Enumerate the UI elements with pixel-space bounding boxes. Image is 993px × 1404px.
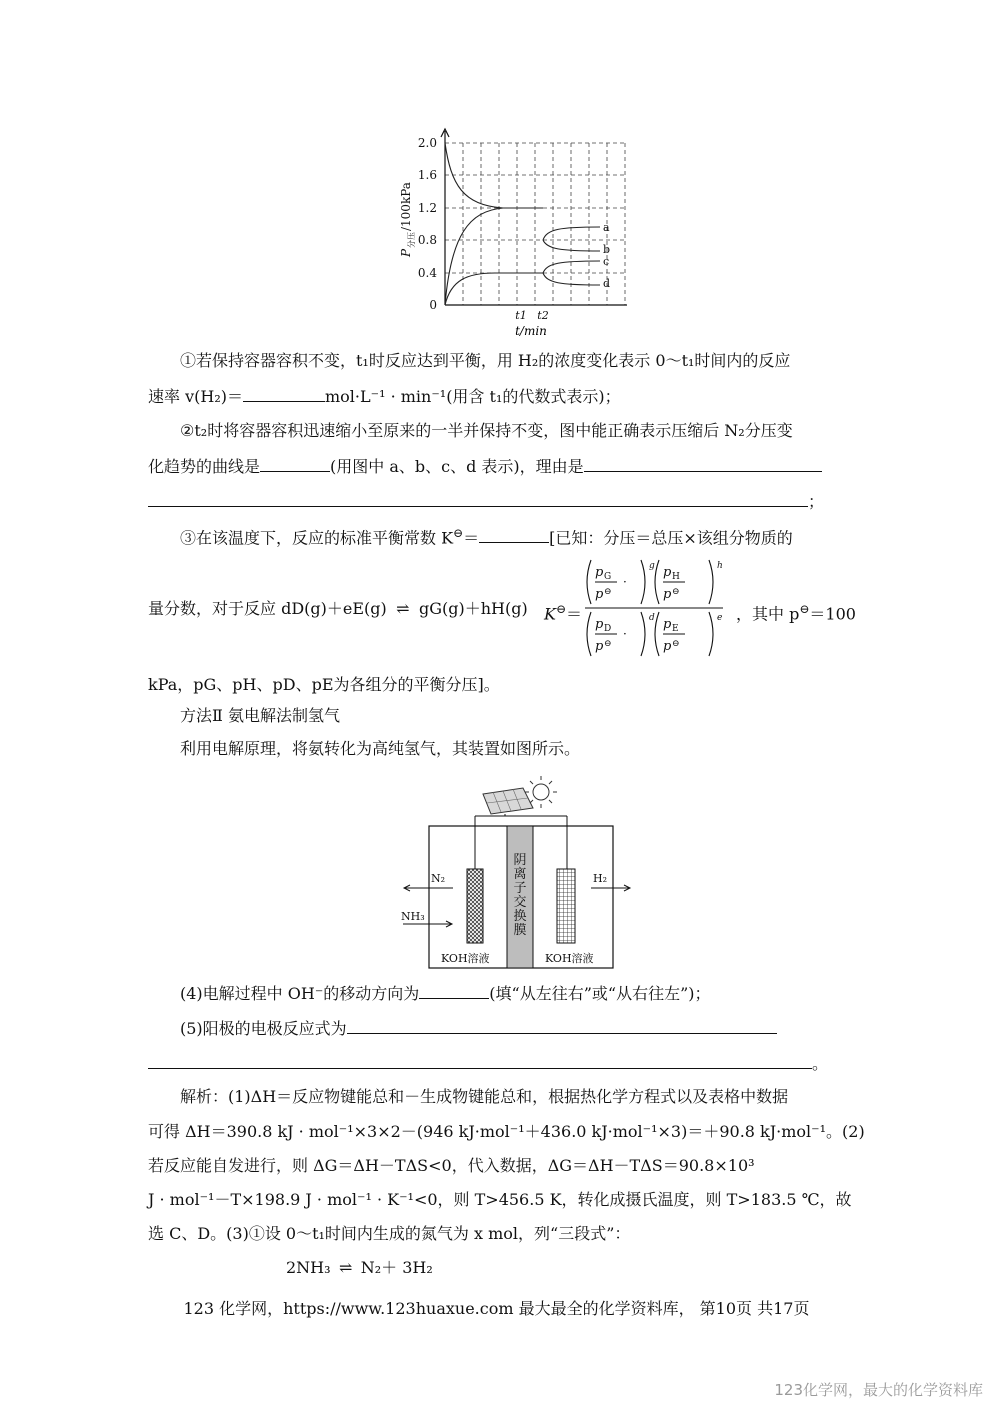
right-electrode <box>557 869 575 943</box>
q1-line2-a: 速率 v(H₂)＝ <box>148 387 243 406</box>
q3-line2-a: 量分数，对于反应 dD(g)＋eE(g) <box>148 599 387 618</box>
q3-line1: ③在该温度下，反应的标准平衡常数 K⊖＝ [已知：分压＝总压×该组分物质的 <box>180 526 793 548</box>
n2-curve <box>445 273 543 305</box>
y-axis-label-sub: 分压 <box>407 232 416 248</box>
svg-text:·: · <box>623 627 627 641</box>
electrolysis-cell-diagram <box>395 772 635 972</box>
curve-c <box>543 261 600 273</box>
curve-label: a <box>603 221 610 234</box>
y-tick: 2.0 <box>417 136 437 150</box>
q5-a: (5)阳极的电极反应式为 <box>180 1019 347 1038</box>
watermark-text: 123化学网，最大的化学资料库 <box>774 1381 983 1399</box>
analysis-line3: 若反应能自发进行，则 ΔG＝ΔH－TΔS<0，代入数据，ΔG＝ΔH－TΔS＝90.8×10³ <box>148 1156 755 1175</box>
partial-pressure-graph <box>395 125 635 340</box>
y-axis-label-unit: /100kPa <box>399 182 413 231</box>
membrane-label-char: 换 <box>513 909 527 924</box>
curve-label: b <box>603 243 611 256</box>
membrane-label-char: 离 <box>513 867 527 882</box>
curve-label: c <box>603 255 610 268</box>
svg-text:e: e <box>717 613 723 623</box>
left-electrode <box>467 869 483 943</box>
membrane-label-char: 膜 <box>513 923 527 938</box>
q5-line2 <box>148 1053 828 1074</box>
nh3-curve <box>445 143 543 208</box>
q3-line2-text <box>148 599 528 619</box>
koh-right-label: KOH溶液 <box>545 952 594 965</box>
q3-line2-b: gG(g)＋hH(g) <box>418 599 528 618</box>
y-tick: 0 <box>429 298 437 312</box>
svg-text:E: E <box>672 624 679 634</box>
k-symbol: K⊖＝ <box>544 602 583 624</box>
q1-answer-blank[interactable] <box>243 386 325 402</box>
svg-text:d: d <box>649 613 655 623</box>
svg-text:⊖: ⊖ <box>672 639 680 649</box>
q5-end: 。 <box>812 1054 829 1073</box>
svg-text:p: p <box>663 639 672 654</box>
q1-line1: ①若保持容器容积不变，t₁时反应达到平衡，用 H₂的浓度变化表示 0～t₁时间内的反应 <box>180 351 791 370</box>
svg-text:·: · <box>623 575 627 589</box>
q2-line2 <box>148 456 822 477</box>
y-axis-label-main: P <box>399 248 413 257</box>
q3-line1-b: ＝ <box>463 528 480 548</box>
h2-curve <box>445 208 503 305</box>
q4-b: (填“从左往右”或“从右往左”)； <box>489 984 711 1003</box>
method2-title: 方法Ⅱ 氨电解法制氢气 <box>180 706 340 725</box>
koh-left-label: KOH溶液 <box>441 952 490 965</box>
q2-line2-b: (用图中 a、b、c、d 表示)，理由是 <box>330 457 584 476</box>
svg-text:p: p <box>663 617 672 632</box>
svg-text:g: g <box>649 561 655 571</box>
eq-right: N₂＋ 3H₂ <box>360 1258 433 1277</box>
y-tick: 0.4 <box>417 266 437 280</box>
svg-text:p: p <box>595 639 604 654</box>
svg-text:p: p <box>595 617 604 632</box>
analysis-line4: J · mol⁻¹－T×198.9 J · mol⁻¹ · K⁻¹<0，则 T>456.5 K，转化成摄氏温度，则 T>183.5 ℃，故 <box>148 1190 852 1209</box>
q3-line2-d: ＝100 <box>809 604 856 624</box>
curve-d <box>543 273 600 285</box>
q1-line2 <box>148 386 621 407</box>
q2-line2-a: 化趋势的曲线是 <box>148 457 261 476</box>
q5-line <box>180 1018 777 1039</box>
n2-label: N₂ <box>431 872 446 885</box>
svg-text:G: G <box>604 572 612 582</box>
q2-reason-blank[interactable] <box>584 456 822 472</box>
y-tick: 1.2 <box>417 201 437 215</box>
q3-line3: kPa，pG、pH、pD、pE为各组分的平衡分压]。 <box>148 675 500 694</box>
method2-desc: 利用电解原理，将氨转化为高纯氢气，其装置如图所示。 <box>180 739 581 758</box>
analysis-line5: 选 C、D。(3)①设 0～t₁时间内生成的氮气为 x mol，列“三段式”： <box>148 1224 631 1243</box>
svg-text:p: p <box>595 587 604 602</box>
h2-label: H₂ <box>593 872 608 885</box>
svg-text:H: H <box>672 572 680 582</box>
y-tick: 1.6 <box>417 168 437 182</box>
q3-answer-blank[interactable] <box>479 527 549 543</box>
svg-text:⊖: ⊖ <box>604 587 612 597</box>
membrane-label-char: 阴 <box>513 853 527 868</box>
q3-line2-c: ，其中 p <box>736 604 800 624</box>
q3-line2-tail: ，其中 p⊖＝100 <box>736 602 856 624</box>
q3-line1-a: ③在该温度下，反应的标准平衡常数 K <box>180 528 454 548</box>
svg-text:p: p <box>663 565 672 580</box>
x-tick-t2: t2 <box>537 309 549 322</box>
q4-line <box>180 983 711 1004</box>
page-footer: 123 化学网，https://www.123huaxue.com 最大最全的化学资料库， 第10页 共17页 <box>183 1299 810 1318</box>
analysis-equation <box>286 1258 433 1278</box>
x-tick-t1: t1 <box>515 309 527 322</box>
nh3-label: NH₃ <box>401 910 425 923</box>
svg-text:⊖: ⊖ <box>672 587 680 597</box>
k-expression <box>583 556 733 660</box>
curve-a <box>543 227 600 240</box>
q3-line1-c: [已知：分压＝总压×该组分物质的 <box>549 528 793 548</box>
x-axis-label: t/min <box>515 324 547 338</box>
svg-text:p: p <box>663 587 672 602</box>
svg-text:D: D <box>604 624 612 634</box>
q2-curve-blank[interactable] <box>260 456 330 472</box>
curve-label: d <box>603 277 611 290</box>
q4-answer-blank[interactable] <box>419 983 489 999</box>
membrane-label-char: 交 <box>513 895 527 910</box>
y-tick: 0.8 <box>417 233 437 247</box>
reversible-arrow-icon: ⇌ <box>338 1258 353 1277</box>
svg-text:p: p <box>595 565 604 580</box>
reversible-arrow-icon: ⇌ <box>396 599 410 618</box>
analysis-line2: 可得 ΔH＝390.8 kJ · mol⁻¹×3×2－(946 kJ·mol⁻¹＋436.0 kJ·mol⁻¹×3)＝＋90.8 kJ·mol⁻¹。(2) <box>148 1122 865 1141</box>
q2-line1: ②t₂时将容器容积迅速缩小至原来的一半并保持不变，图中能正确表示压缩后 N₂分压变 <box>180 421 793 440</box>
q5-answer-blank-2[interactable] <box>148 1053 812 1069</box>
q2-reason-blank-2[interactable] <box>148 491 808 507</box>
q2-line3-end: ； <box>808 492 825 511</box>
q1-line2-b: mol·L⁻¹ · min⁻¹(用含 t₁的代数式表示)； <box>324 387 621 406</box>
q5-answer-blank[interactable] <box>347 1018 777 1034</box>
q4-a: (4)电解过程中 OH⁻的移动方向为 <box>180 984 420 1003</box>
membrane-label-char: 子 <box>513 881 527 896</box>
q2-line3 <box>148 491 824 512</box>
eq-left: 2NH₃ <box>286 1258 331 1277</box>
analysis-line1: 解析：(1)ΔH＝反应物键能总和－生成物键能总和，根据热化学方程式以及表格中数据 <box>180 1087 789 1106</box>
svg-text:h: h <box>717 561 723 571</box>
svg-text:⊖: ⊖ <box>604 639 612 649</box>
curve-b <box>543 240 600 251</box>
